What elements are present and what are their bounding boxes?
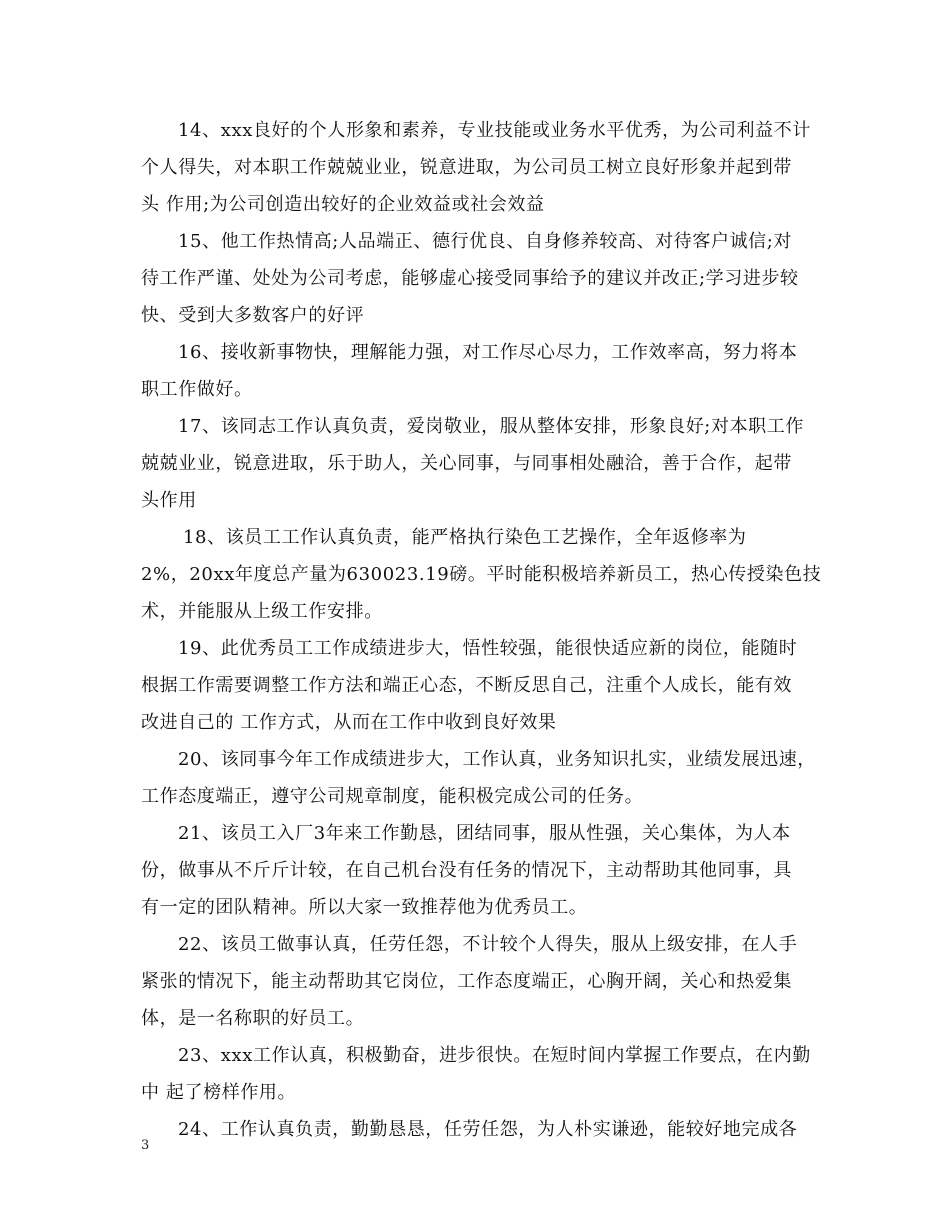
text-line: 2%，20xx年度总产量为630023.19磅。平时能积极培养新员工，热心传授染色技 <box>141 564 822 585</box>
text-line: 19、此优秀员工工作成绩进步大，悟性较强，能很快适应新的岗位，能随时 <box>178 638 798 659</box>
text-line: 体，是一名称职的好员工。 <box>141 1008 365 1029</box>
text-line: 21、该员工入厂3年来工作勤恳，团结同事，服从性强，关心集体，为人本 <box>178 823 791 844</box>
text-line: 紧张的情况下，能主动帮助其它岗位，工作态度端正，心胸开阔，关心和热爱集 <box>141 971 792 992</box>
text-line: 份，做事从不斤斤计较，在自己机台没有任务的情况下，主动帮助其他同事，具 <box>141 860 792 881</box>
text-line: 15、他工作热情高;人品端正、德行优良、自身修养较高、对待客户诚信;对 <box>178 231 793 252</box>
text-line: 根据工作需要调整工作方法和端正心态，不断反思自己，注重个人成长，能有效 <box>141 675 792 696</box>
text-line: 22、该员工做事认真，任劳任怨，不计较个人得失，服从上级安排，在人手 <box>178 934 798 955</box>
text-line: 职工作做好。 <box>141 379 253 400</box>
text-line: 快、受到大多数客户的好评 <box>141 305 365 326</box>
text-line: 兢兢业业，锐意进取，乐于助人，关心同事，与同事相处融洽，善于合作，起带 <box>141 453 792 474</box>
text-line: 术，并能服从上级工作安排。 <box>141 601 383 622</box>
text-line: 头 作用;为公司创造出较好的企业效益或社会效益 <box>141 194 545 215</box>
text-line: 工作态度端正，遵守公司规章制度，能积极完成公司的任务。 <box>141 786 644 807</box>
text-line: 20、该同事今年工作成绩进步大，工作认真，业务知识扎实，业绩发展迅速， <box>178 749 816 770</box>
text-line: 17、该同志工作认真负责，爱岗敬业，服从整体安排，形象良好;对本职工作 <box>178 416 804 437</box>
text-line: 14、xxx良好的个人形象和素养，专业技能或业务水平优秀，为公司利益不计 <box>178 120 811 141</box>
text-line: 有一定的团队精神。所以大家一致推荐他为优秀员工。 <box>141 897 588 918</box>
text-line: 个人得失，对本职工作兢兢业业，锐意进取，为公司员工树立良好形象并起到带 <box>141 157 792 178</box>
text-line: 改进自己的 工作方式，从而在工作中收到良好效果 <box>141 712 557 733</box>
page-number: 3 <box>141 1138 150 1153</box>
text-line: 16、接收新事物快，理解能力强，对工作尽心尽力，工作效率高，努力将本 <box>178 342 798 363</box>
text-line: 18、该员工工作认真负责，能严格执行染色工艺操作，全年返修率为 <box>183 527 747 548</box>
text-line: 24、工作认真负责，勤勤恳恳，任劳任怨，为人朴实谦逊，能较好地完成各 <box>178 1119 798 1140</box>
text-line: 待工作严谨、处处为公司考虑，能够虚心接受同事给予的建议并改正;学习进步较 <box>141 268 799 289</box>
text-line: 中 起了榜样作用。 <box>141 1082 297 1103</box>
text-line: 头作用 <box>141 490 197 511</box>
text-line: 23、xxx工作认真，积极勤奋，进步很快。在短时间内掌握工作要点，在内勤 <box>178 1045 811 1066</box>
